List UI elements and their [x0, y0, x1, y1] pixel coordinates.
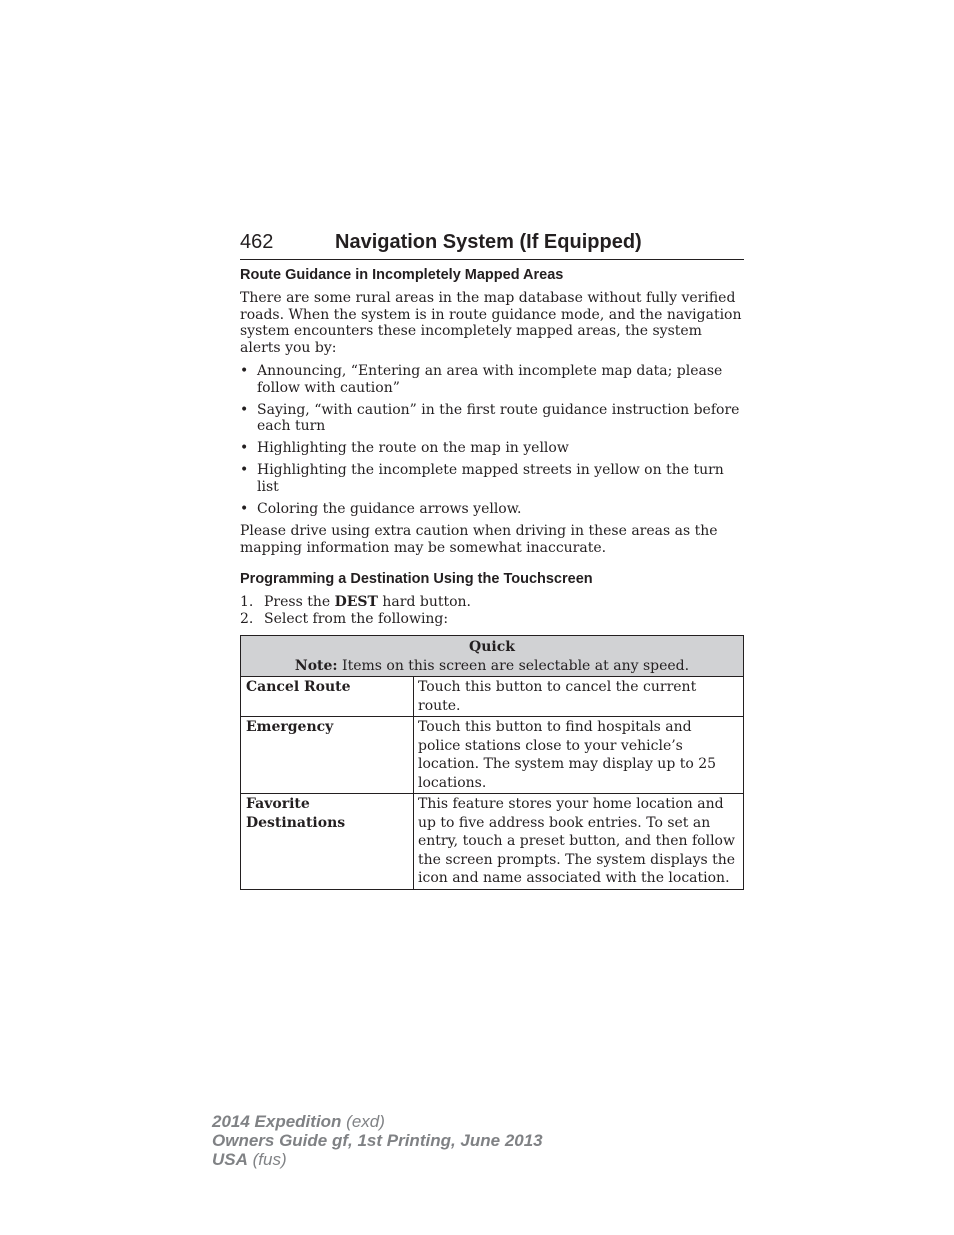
- step-text-pre: Select from the following:: [264, 610, 449, 627]
- table-note: [245, 657, 739, 676]
- list-item: [240, 440, 744, 457]
- list-item-text: Coloring the guidance arrows yellow.: [257, 500, 522, 517]
- footer-line: [212, 1131, 543, 1150]
- page-header: [240, 229, 744, 260]
- bullet-icon: •: [240, 500, 249, 517]
- intro-paragraph: There are some rural areas in the map database without fully verified roads. When the system is in route guidance mode, and the navigation system encounters these incompletely mapped areas, the system alerts you by:: [240, 290, 742, 356]
- quick-options-table: [240, 635, 744, 890]
- page-content: [240, 266, 744, 890]
- option-name-line: Destinations: [246, 814, 346, 831]
- option-description: Touch this button to find hospitals and police stations close to your vehicle’s location. The system may display up to 25 locations.: [414, 717, 744, 794]
- list-item-text: Highlighting the incomplete mapped streets in yellow on the turn list: [257, 462, 724, 495]
- step-number: 2.: [240, 610, 254, 627]
- step-item: [240, 611, 744, 628]
- option-description: Touch this button to cancel the current route.: [414, 677, 744, 717]
- table-row: [241, 794, 744, 890]
- list-item: [240, 462, 744, 495]
- footer-edition: Owners Guide gf, 1st Printing, June 2013: [212, 1131, 543, 1150]
- option-name: Emergency: [241, 717, 414, 794]
- list-item: [240, 402, 744, 435]
- bullet-icon: •: [240, 363, 249, 379]
- table-title: Quick: [469, 639, 515, 655]
- table-row: [241, 717, 744, 794]
- footer-market: USA: [212, 1150, 248, 1169]
- footer-line: [212, 1112, 543, 1131]
- option-name: Cancel Route: [241, 677, 414, 717]
- table-header: [241, 636, 744, 677]
- steps-list: [240, 594, 744, 627]
- step-number: 1.: [240, 594, 254, 610]
- step-text-post: hard button.: [377, 594, 471, 610]
- list-item-text: Announcing, “Entering an area with incomplete map data; please follow with caution”: [257, 363, 723, 396]
- dest-button-label: DEST: [334, 594, 378, 610]
- step-item: [240, 594, 744, 611]
- table-header-row: [241, 636, 744, 677]
- list-item: [240, 501, 744, 518]
- option-name: [241, 794, 414, 890]
- step-text-pre: Press the: [264, 594, 335, 610]
- bullet-icon: •: [240, 462, 249, 478]
- footer-model: 2014 Expedition: [212, 1112, 342, 1131]
- note-label: Note:: [294, 657, 338, 674]
- page-title: Navigation System (If Equipped): [335, 231, 642, 253]
- note-text: Items on this screen are selectable at any speed.: [337, 657, 690, 674]
- footer-market-code: (fus): [247, 1150, 287, 1169]
- section-heading-incomplete-maps: Route Guidance in Incompletely Mapped Areas: [240, 267, 564, 283]
- alert-list: [240, 363, 744, 517]
- list-item: [240, 363, 744, 396]
- option-name-line: Favorite: [246, 796, 310, 812]
- footer-model-code: (exd): [341, 1112, 385, 1131]
- caution-paragraph: Please drive using extra caution when driving in these areas as the mapping information may be somewhat inaccurate.: [240, 523, 718, 556]
- page-footer: [212, 1112, 543, 1169]
- page-number: 462: [240, 231, 274, 253]
- bullet-icon: •: [240, 440, 249, 456]
- list-item-text: Saying, “with caution” in the first route guidance instruction before each turn: [257, 401, 740, 434]
- bullet-icon: •: [240, 401, 249, 418]
- list-item-text: Highlighting the route on the map in yellow: [257, 440, 569, 456]
- section-heading-programming-destination: Programming a Destination Using the Touchscreen: [240, 571, 593, 587]
- footer-line: [212, 1150, 543, 1169]
- table-row: [241, 677, 744, 717]
- option-description: This feature stores your home location and up to five address book entries. To set an entry, touch a preset button, and then follow the screen prompts. The system displays the icon and name associated with the location.: [414, 794, 744, 890]
